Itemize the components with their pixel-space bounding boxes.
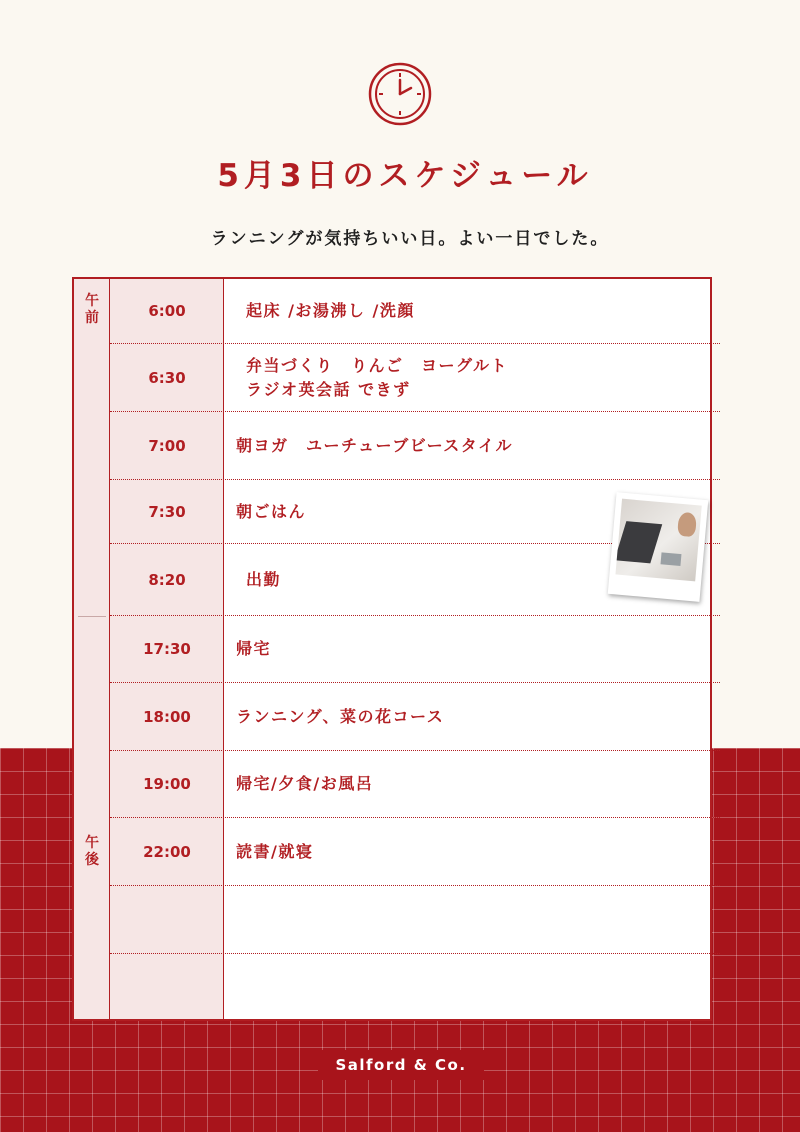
row-activity (246, 544, 281, 615)
activity-line: 帰宅/夕食/お風呂 (236, 774, 374, 793)
activity-line: 朝ごはん (236, 501, 307, 521)
schedule-row (110, 886, 720, 954)
activity-line: 出勤 (246, 569, 282, 589)
row-activity (246, 279, 415, 343)
row-time: 17:30 (143, 640, 191, 658)
schedule-row (110, 412, 720, 480)
row-activity (236, 616, 271, 682)
row-time: 19:00 (143, 775, 191, 793)
activity-line: 読書/就寝 (236, 841, 314, 861)
schedule-row (110, 818, 720, 886)
row-activity (246, 344, 508, 411)
period-divider (78, 616, 106, 617)
row-activity (236, 683, 444, 750)
period-am-text: 午 前 (85, 293, 99, 326)
period-pm-text: 午 後 (85, 835, 99, 868)
row-time: 22:00 (143, 842, 191, 861)
activity-line: ラジオ英会話 できず (246, 379, 411, 399)
row-time: 7:00 (148, 436, 186, 455)
schedule-row (110, 344, 720, 412)
mug-shape (677, 512, 697, 537)
row-time: 18:00 (143, 707, 191, 726)
schedule-sheet (72, 277, 712, 1021)
row-time (110, 954, 224, 1021)
brand-name: Salford & Co. (335, 1056, 467, 1074)
schedule-row (110, 616, 720, 683)
row-activity (236, 412, 513, 479)
schedule-row (110, 683, 720, 751)
period-pm-label (74, 835, 110, 869)
schedule-row (110, 954, 720, 1021)
activity-line: ランニング、菜の花コース (236, 706, 445, 726)
laptop-photo (608, 492, 709, 602)
laptop-shape (615, 521, 662, 563)
photo-image (615, 499, 701, 582)
activity-line: 起床 /お湯沸し /洗顔 (246, 301, 415, 320)
row-time: 7:30 (148, 502, 186, 521)
row-activity (236, 480, 306, 543)
page-subtitle: ランニングが気持ちいい日。よい一日でした。 (210, 229, 610, 249)
page-title: 5月3日のスケジュール (217, 158, 593, 194)
row-activity (236, 751, 373, 817)
row-activity (236, 818, 313, 885)
activity-line: 朝ヨガ ユーチューブビースタイル (236, 435, 513, 455)
row-time (110, 886, 224, 953)
clock-icon (368, 62, 432, 126)
schedule-row (110, 751, 720, 818)
phone-shape (661, 552, 682, 566)
activity-line: 帰宅 (236, 639, 272, 658)
activity-line: 弁当づくり りんご ヨーグルト (246, 355, 509, 375)
period-am-label (74, 293, 110, 327)
period-column (74, 279, 110, 1019)
row-time: 6:30 (148, 368, 186, 387)
row-time: 6:00 (148, 302, 186, 320)
schedule-row (110, 279, 720, 344)
row-time: 8:20 (148, 570, 186, 589)
